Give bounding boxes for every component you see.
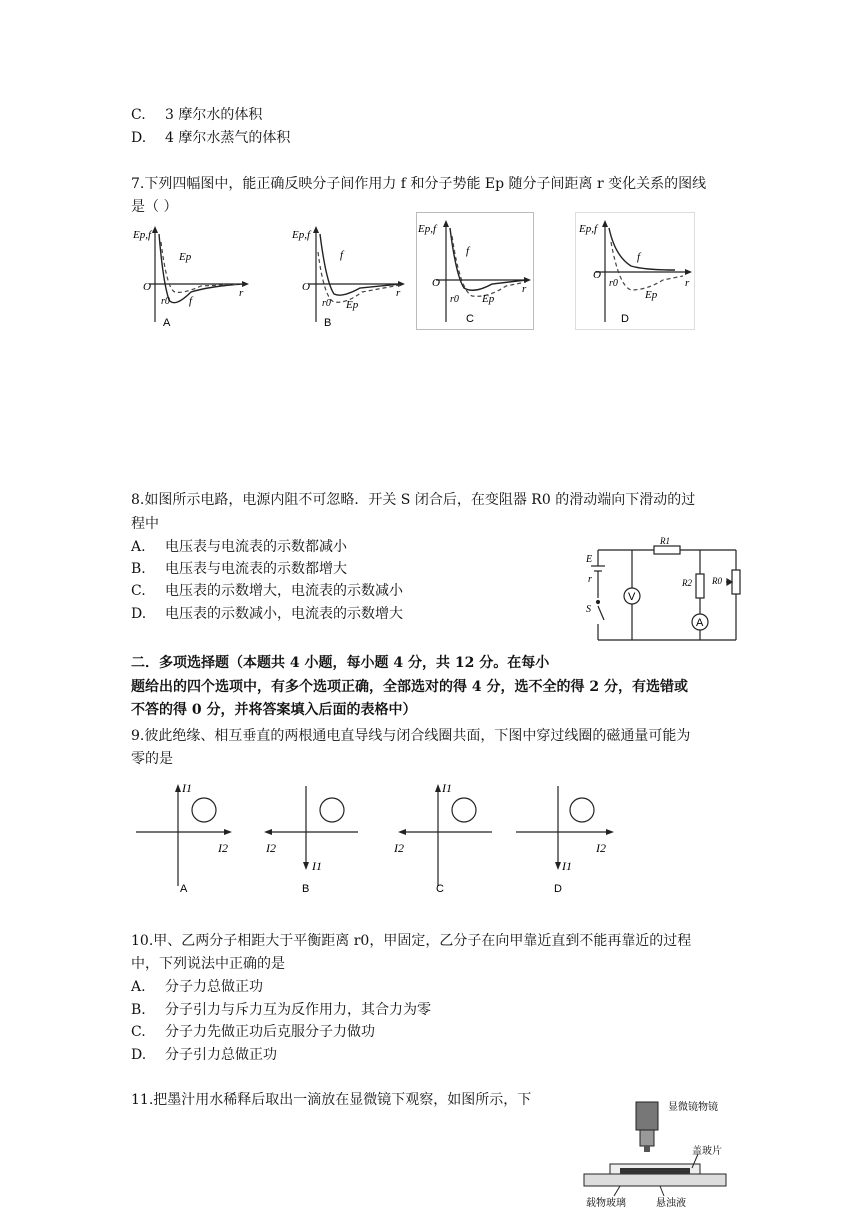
i2-label: I2	[218, 841, 228, 855]
q6-option-d	[131, 128, 290, 148]
section2-line1: 二．多项选择题（本题共 4 小题，每小题 4 分，共 12 分。在每小	[131, 655, 550, 671]
voltmeter-label: V	[628, 591, 636, 603]
q8-option-c	[131, 581, 403, 601]
f-label: f	[340, 249, 344, 261]
option-text: 分子力先做正功后克服分子力做功	[165, 1024, 375, 1040]
q10-option-c	[131, 1022, 375, 1042]
q10-option-b	[131, 1000, 431, 1020]
r-label: r	[685, 277, 690, 289]
q8-stem-line2: 程中	[131, 516, 159, 532]
q9-stem-line1: 9.彼此绝缘、相互垂直的两根通电直导线与闭合线圈共面，下图中穿过线圈的磁通量可能为	[131, 728, 691, 744]
q9-figure-c	[392, 778, 502, 898]
option-text: 4 摩尔水蒸气的体积	[165, 130, 291, 146]
r1-label: R1	[660, 536, 670, 546]
y-axis-label: Ep,f	[292, 229, 311, 241]
r-label: r	[396, 287, 401, 299]
y-axis-label: Ep,f	[418, 223, 437, 235]
suspension-label: 悬浊液	[656, 1198, 686, 1209]
q8-option-a	[131, 537, 347, 557]
i2-label: I2	[266, 841, 276, 855]
switch-label: S	[586, 604, 591, 615]
r-label: r	[239, 287, 244, 299]
figure-caption: B	[302, 883, 310, 895]
q6-option-c	[131, 105, 262, 125]
origin-label: O	[432, 277, 440, 289]
option-text: 电压表的示数增大，电流表的示数减小	[165, 583, 403, 599]
q10-stem-line2: 中，下列说法中正确的是	[131, 956, 285, 972]
q7-graph-c	[416, 212, 534, 330]
q9-figure-b	[258, 778, 368, 898]
q11-microscope-figure	[580, 1096, 756, 1212]
q10-option-d	[131, 1045, 277, 1065]
q7-stem-line1: 7.下列四幅图中，能正确反映分子间作用力 f 和分子势能 Ep 随分子间距离 r 变化关系的图线	[131, 176, 707, 192]
i1-label: I1	[442, 781, 452, 795]
r0-label: r0	[322, 298, 331, 309]
graph-caption: C	[466, 313, 474, 325]
q10-option-a	[131, 977, 263, 997]
r-label: r	[522, 283, 527, 295]
section2-line3: 不答的得 0 分，并将答案填入后面的表格中）	[131, 702, 417, 718]
option-letter: A.	[131, 979, 146, 995]
cover-glass-label: 盖玻片	[692, 1146, 722, 1157]
origin-label: O	[593, 269, 601, 281]
q9-figure-d	[512, 778, 622, 898]
ep-label: Ep	[346, 299, 359, 311]
ep-label: Ep	[645, 289, 658, 301]
q9-stem-line2: 零的是	[131, 751, 173, 767]
i1-label: I1	[182, 781, 192, 795]
option-text: 电压表与电流表的示数都增大	[165, 561, 347, 577]
option-letter: B.	[131, 1002, 146, 1018]
slide-label: 载物玻璃	[586, 1198, 626, 1209]
ep-label: Ep	[179, 251, 192, 263]
r0-label: R0	[712, 576, 722, 586]
option-text: 电压表与电流表的示数都减小	[165, 539, 347, 555]
section2-line2: 题给出的四个选项中，有多个选项正确，全部选对的得 4 分，选不全的得 2 分，有选错或	[131, 679, 688, 695]
q8-circuit-diagram	[582, 536, 742, 644]
q8-stem-line1: 8.如图所示电路，电源内阻不可忽略．开关 S 闭合后，在变阻器 R0 的滑动端向下滑动的过	[131, 492, 696, 508]
i2-label: I2	[394, 841, 404, 855]
q7-stem-line2: 是（ ）	[131, 199, 178, 215]
option-letter: C.	[131, 1024, 146, 1040]
figure-caption: C	[436, 883, 444, 895]
figure-caption: A	[180, 883, 188, 895]
q7-graph-b	[290, 222, 410, 332]
emf-label: E	[586, 554, 593, 565]
r0-label: r0	[450, 294, 459, 305]
q7-graph-d	[575, 212, 695, 330]
i1-label: I1	[562, 859, 572, 873]
option-text: 3 摩尔水的体积	[165, 107, 263, 123]
origin-label: O	[302, 281, 310, 293]
option-text: 电压表的示数减小，电流表的示数增大	[165, 606, 403, 622]
option-letter: C.	[131, 107, 146, 123]
q10-stem-line1: 10.甲、乙两分子相距大于平衡距离 r0，甲固定，乙分子在向甲靠近直到不能再靠近的过程	[131, 933, 692, 949]
f-label: f	[637, 251, 641, 263]
option-text: 分子引力总做正功	[165, 1047, 277, 1063]
option-letter: C.	[131, 583, 146, 599]
ep-label: Ep	[482, 293, 495, 305]
i2-label: I2	[596, 841, 606, 855]
r0-label: r0	[161, 296, 170, 307]
q8-option-d	[131, 604, 403, 624]
ammeter-label: A	[696, 617, 704, 629]
option-text: 分子引力与斥力互为反作用力，其合力为零	[165, 1002, 431, 1018]
objective-label: 显微镜物镜	[668, 1102, 718, 1113]
option-letter: D.	[131, 606, 147, 622]
f-label: f	[466, 245, 470, 257]
q11-stem-line1: 11.把墨汁用水稀释后取出一滴放在显微镜下观察，如图所示，下	[131, 1092, 532, 1108]
option-letter: A.	[131, 539, 146, 555]
i1-label: I1	[312, 859, 322, 873]
q9-figure-a	[130, 778, 240, 898]
f-label: f	[189, 295, 193, 307]
y-axis-label: Ep,f	[579, 223, 598, 235]
option-letter: B.	[131, 561, 146, 577]
option-text: 分子力总做正功	[165, 979, 263, 995]
q7-graph-a	[131, 222, 251, 332]
q8-option-b	[131, 559, 347, 579]
origin-label: O	[143, 281, 151, 293]
figure-caption: D	[554, 883, 562, 895]
r2-label: R2	[682, 578, 692, 588]
option-letter: D.	[131, 130, 147, 146]
y-axis-label: Ep,f	[133, 229, 152, 241]
r0-label: r0	[609, 278, 618, 289]
option-letter: D.	[131, 1047, 147, 1063]
graph-caption: B	[324, 317, 332, 329]
graph-caption: D	[621, 313, 629, 325]
internal-resistance-label: r	[588, 574, 592, 585]
graph-caption: A	[163, 317, 171, 329]
